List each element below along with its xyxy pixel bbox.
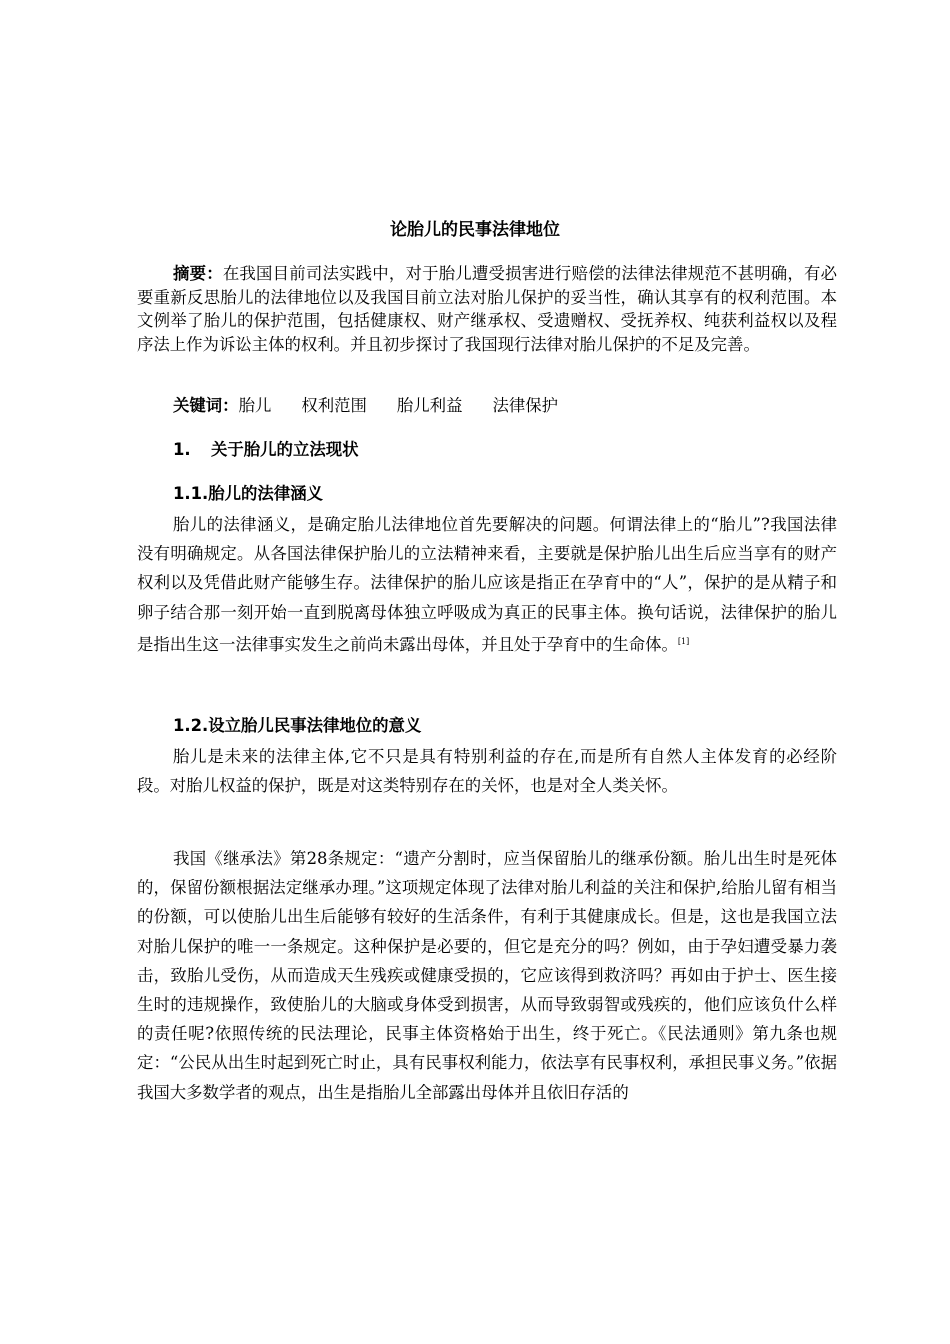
keyword-item: 法律保护: [492, 396, 559, 415]
keyword-item: 权利范围: [301, 396, 367, 415]
keyword-item: 胎儿: [238, 396, 272, 415]
keywords: [173, 394, 588, 418]
keywords-label: 关键词：: [173, 396, 239, 415]
section-1-2-paragraph-1: 胎儿是未来的法律主体,它不只是具有特别利益的存在,而是所有自然人主体发育的必经阶段。对胎儿权益的保护，既是对这类特别存在的关怀，也是对全人类关怀。: [137, 747, 837, 796]
section-1-number: 1.: [173, 440, 191, 459]
abstract-label: 摘要：: [173, 264, 223, 283]
section-1-2-heading: 1.2.设立胎儿民事法律地位的意义: [173, 716, 422, 735]
section-1-2-paragraph-2: 我国《继承法》第28条规定：“遗产分割时，应当保留胎儿的继承份额。胎儿出生时是死体的，保留份额根据法定继承办理。”这项规定体现了法律对胎儿利益的关注和保护,给胎儿留有相当的份额，可以使胎儿出生后能够有较好的生活条件，有利于其健康成长。但是，这也是我国立法对胎儿保护的唯一一条规定。这种保护是必要的，但它是充分的吗？例如，由于孕妇遭受暴力袭击，致胎儿受伤，从而造成天生残疾或健康受损的，它应该得到救济吗？再如由于护士、医生接生时的违规操作，致使胎儿的大脑或身体受到损害，从而导致弱智或残疾的，他们应该负什么样的责任呢?依照传统的民法理论，民事主体资格始于出生，终于死亡。《民法通则》第九条也规定：“公民从出生时起到死亡时止，具有民事权利能力，依法享有民事权利，承担民事义务。”依据我国大多数学者的观点，出生是指胎儿全部露出母体并且依旧存活的: [137, 849, 837, 1102]
keyword-item: 胎儿利益: [396, 396, 463, 415]
section-1-1-heading: 1.1.胎儿的法律涵义: [173, 484, 323, 503]
paper-title: 论胎儿的民事法律地位: [390, 220, 560, 240]
section-1-title: 关于胎儿的立法现状: [211, 440, 359, 459]
section-1-1-text: 胎儿的法律涵义，是确定胎儿法律地位首先要解决的问题。何谓法律上的“胎儿”?我国法律没有明确规定。从各国法律保护胎儿的立法精神来看，主要就是保护胎儿出生后应当享有的财产权利以及凭借此财产能够生存。法律保护的胎儿应该是指正在孕育中的“人”，保护的是从精子和卵子结合那一刻开始一直到脱离母体独立呼吸成为真正的民事主体。换句话说，法律保护的胎儿是指出生这一法律事实发生之前尚未露出母体，并且处于孕育中的生命体。: [137, 515, 837, 654]
section-1-heading: [173, 438, 359, 462]
reference-marker: [1]: [677, 636, 690, 646]
section-1-1-paragraph: [137, 510, 837, 659]
abstract: [137, 262, 837, 356]
abstract-text: 在我国目前司法实践中，对于胎儿遭受损害进行赔偿的法律法律规范不甚明确，有必要重新反思胎儿的法律地位以及我国目前立法对胎儿保护的妥当性，确认其享有的权利范围。本文例举了胎儿的保护范围，包括健康权、财产继承权、受遗赠权、受抚养权、纯获利益权以及程序法上作为诉讼主体的权利。并且初步探讨了我国现行法律对胎儿保护的不足及完善。: [137, 264, 838, 354]
